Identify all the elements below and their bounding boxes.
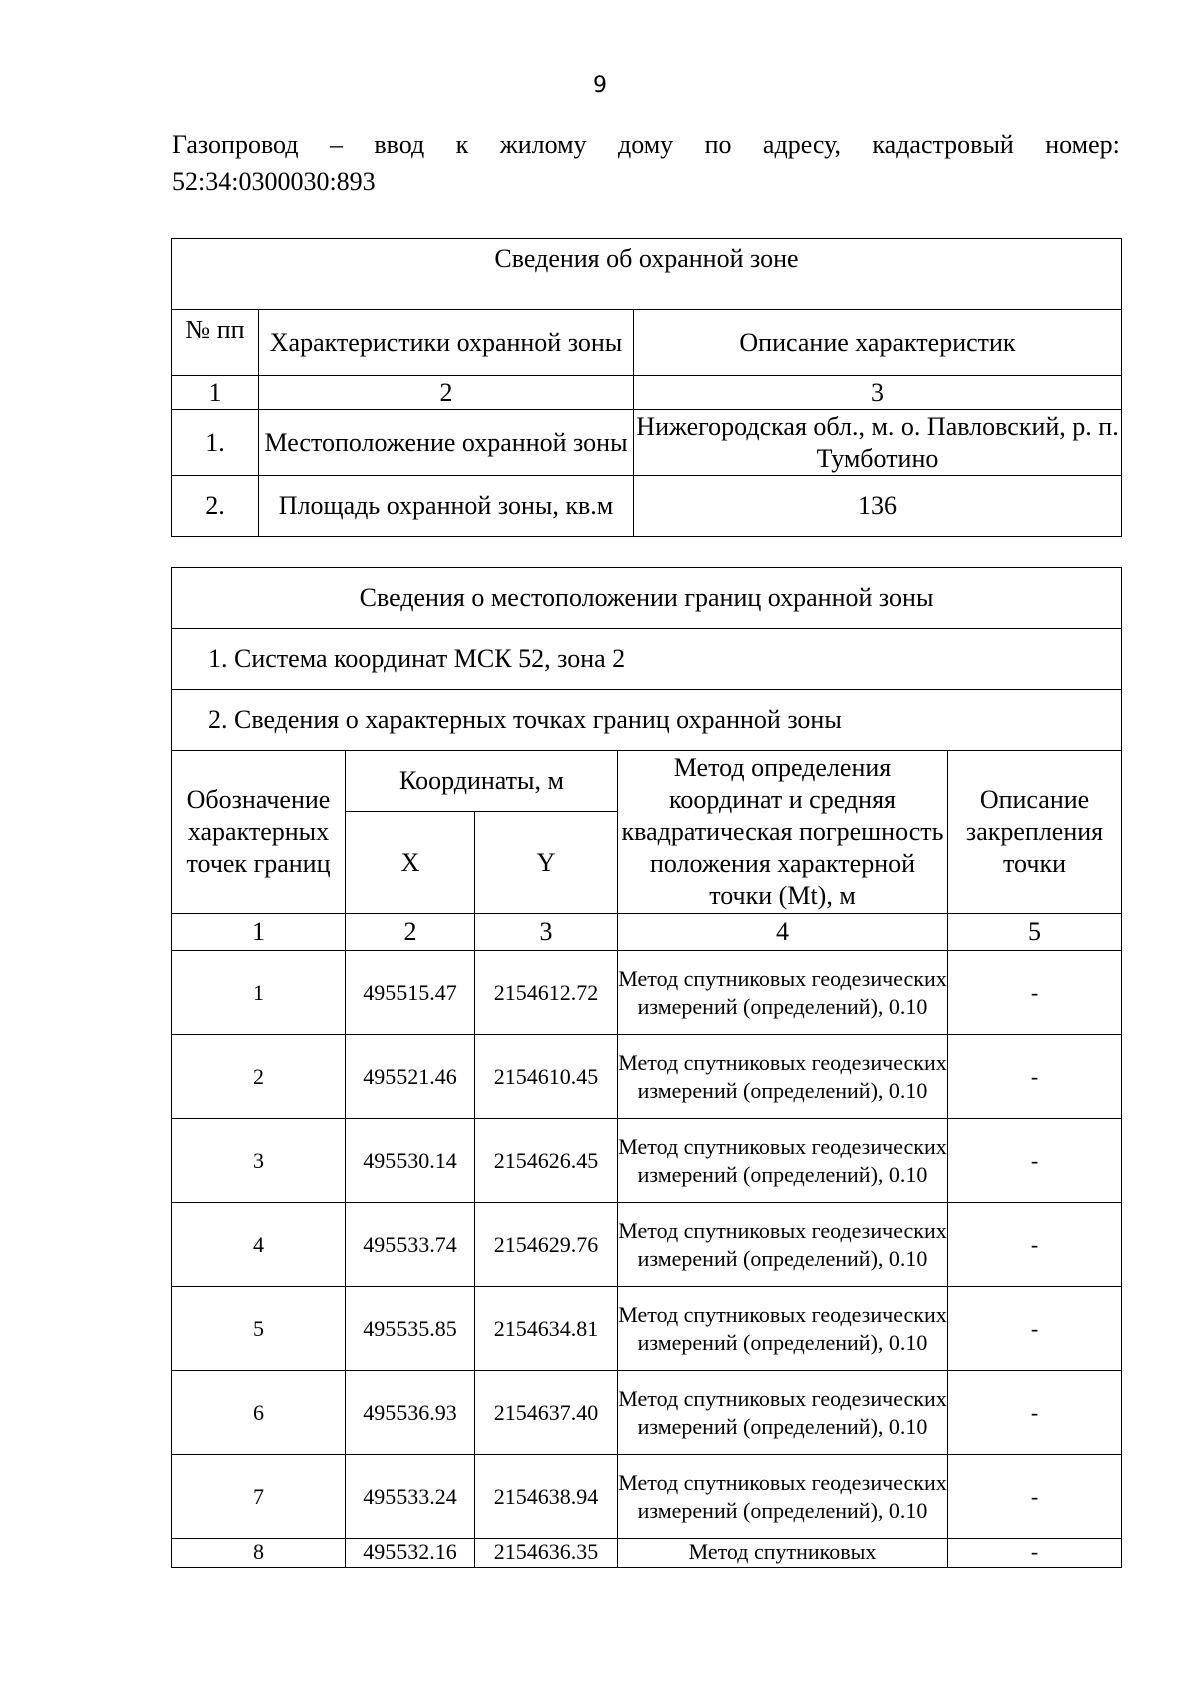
point-x: 495536.93 [346,1371,475,1455]
header-fixing: Описание закрепления точки [948,751,1122,914]
zone-info-title-row [172,239,1122,310]
heading-line-1 [172,126,1120,163]
heading-word: – [329,130,343,159]
point-y: 2154626.45 [475,1119,618,1203]
col-number: 2 [259,376,634,410]
point-y: 2154612.72 [475,951,618,1035]
point-y: 2154636.35 [475,1539,618,1568]
heading-word: дому [617,130,674,159]
heading-word: по [704,130,732,159]
point-row [172,951,1122,1035]
point-method: Метод спутниковых геодезических измерений (определений), 0.10 [618,1287,948,1371]
header-method: Метод определения координат и средняя квадратическая погрешность положения характерной точки (Mt), м [618,751,948,914]
zone-info-row [172,476,1122,537]
row-description: 136 [634,476,1122,537]
col-header-description: Описание характеристик [634,310,1122,376]
point-fixing: - [948,1119,1122,1203]
heading-word: к [455,130,469,159]
point-row [172,1371,1122,1455]
point-method: Метод спутниковых геодезических измерений (определений), 0.10 [618,1035,948,1119]
point-x: 495530.14 [346,1119,475,1203]
point-y: 2154634.81 [475,1287,618,1371]
row-characteristic: Местоположение охранной зоны [259,410,634,476]
point-method: Метод спутниковых геодезических измерений (определений), 0.10 [618,1455,948,1539]
point-y: 2154610.45 [475,1035,618,1119]
point-y: 2154629.76 [475,1203,618,1287]
point-fixing: - [948,1203,1122,1287]
point-x: 495533.74 [346,1203,475,1287]
cadastral-number: 52:34:0300030:893 [172,167,376,196]
points-colnum-row [172,914,1122,951]
zone-info-header-row [172,310,1122,376]
heading-word: жилому [499,130,587,159]
col-number: 4 [618,914,948,951]
row-num: 1. [172,410,259,476]
point-fixing: - [948,1371,1122,1455]
point-x: 495533.24 [346,1455,475,1539]
row-description: Нижегородская обл., м. о. Павловский, р. п. Тумботино [634,410,1122,476]
heading-word: ввод [374,130,425,159]
heading-word: адресу, [762,130,841,159]
heading-word: номер: [1045,130,1120,159]
point-fixing: - [948,1455,1122,1539]
row-num: 2. [172,476,259,537]
col-number: 3 [634,376,1122,410]
point-fixing: - [948,1539,1122,1568]
point-id: 5 [172,1287,346,1371]
point-row [172,1035,1122,1119]
point-fixing: - [948,951,1122,1035]
point-x: 495515.47 [346,951,475,1035]
point-row [172,1119,1122,1203]
col-number: 1 [172,914,346,951]
header-x: X [346,812,475,914]
point-y: 2154638.94 [475,1455,618,1539]
boundaries-title: Сведения о местоположении границ охранной зоны [172,568,1122,629]
col-number: 2 [346,914,475,951]
point-method: Метод спутниковых [618,1539,948,1568]
point-id: 7 [172,1455,346,1539]
point-id: 1 [172,951,346,1035]
zone-info-row [172,410,1122,476]
boundary-points-table [171,567,1122,1568]
row-characteristic: Площадь охранной зоны, кв.м [259,476,634,537]
point-method: Метод спутниковых геодезических измерений (определений), 0.10 [618,1371,948,1455]
heading-word: кадастровый [872,130,1014,159]
point-id: 8 [172,1539,346,1568]
boundaries-title-row [172,568,1122,629]
point-method: Метод спутниковых геодезических измерений (определений), 0.10 [618,1119,948,1203]
col-number: 1 [172,376,259,410]
point-fixing: - [948,1035,1122,1119]
point-id: 6 [172,1371,346,1455]
point-x: 495532.16 [346,1539,475,1568]
col-number: 3 [475,914,618,951]
point-method: Метод спутниковых геодезических измерений (определений), 0.10 [618,951,948,1035]
point-row [172,1539,1122,1568]
col-header-characteristic: Характеристики охранной зоны [259,310,634,376]
zone-info-table [171,238,1122,537]
point-row [172,1455,1122,1539]
point-x: 495535.85 [346,1287,475,1371]
point-y: 2154637.40 [475,1371,618,1455]
point-id: 4 [172,1203,346,1287]
point-id: 2 [172,1035,346,1119]
point-row [172,1287,1122,1371]
points-header-row-1 [172,751,1122,812]
heading-word: Газопровод [172,130,299,159]
header-y: Y [475,812,618,914]
header-coords: Координаты, м [346,751,618,812]
document-heading [172,126,1120,200]
points-section-title: 2. Сведения о характерных точках границ охранной зоны [172,690,1122,751]
col-number: 5 [948,914,1122,951]
header-point: Обозначение характерных точек границ [172,751,346,914]
zone-info-title: Сведения об охранной зоне [172,239,1122,310]
zone-info-colnum-row [172,376,1122,410]
point-row [172,1203,1122,1287]
point-x: 495521.46 [346,1035,475,1119]
col-header-num: № пп [172,310,259,376]
page-number: 9 [593,73,607,98]
point-id: 3 [172,1119,346,1203]
point-method: Метод спутниковых геодезических измерений (определений), 0.10 [618,1203,948,1287]
section-1-row [172,629,1122,690]
coordinate-system: 1. Система координат МСК 52, зона 2 [172,629,1122,690]
section-2-row [172,690,1122,751]
point-fixing: - [948,1287,1122,1371]
